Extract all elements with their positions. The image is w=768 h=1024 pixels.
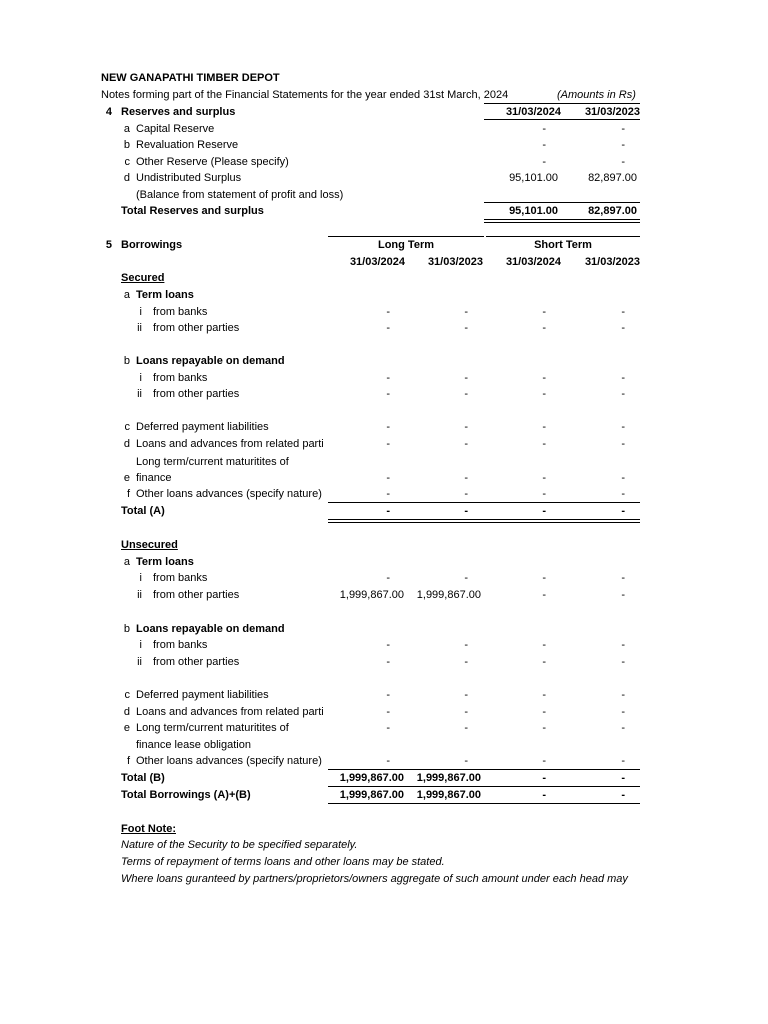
- row-label: Other loans advances (specify nature): [136, 488, 322, 500]
- value-cell: -: [542, 472, 546, 484]
- value-cell: -: [621, 438, 625, 450]
- value-cell: -: [464, 388, 468, 400]
- column-header: 31/03/2023: [584, 256, 640, 268]
- value-cell: -: [386, 755, 390, 767]
- value-cell: -: [542, 639, 546, 651]
- value-cell: -: [464, 505, 468, 517]
- value-cell: -: [464, 689, 468, 701]
- row-label: Deferred payment liabilities: [136, 689, 269, 701]
- value-cell: -: [464, 656, 468, 668]
- row-letter: a: [123, 123, 130, 135]
- row-numeral: ii: [137, 322, 142, 334]
- double-rule: [484, 219, 640, 223]
- row-label: finance: [136, 472, 172, 484]
- total-rule: [328, 502, 640, 503]
- column-header: 31/03/2024: [349, 256, 405, 268]
- long-term-header: Long Term: [377, 239, 434, 251]
- value-cell: -: [542, 755, 546, 767]
- amounts-note: (Amounts in Rs): [557, 89, 636, 101]
- value-cell: -: [621, 722, 625, 734]
- row-letter: d: [123, 706, 130, 718]
- value-cell: -: [621, 755, 625, 767]
- value-cell: -: [464, 722, 468, 734]
- column-header: 31/03/2024: [505, 106, 561, 118]
- footnote-line: Where loans guranteed by partners/proprietors/owners aggregate of such amount under each head may: [121, 873, 628, 885]
- row-label: Other Reserve (Please specify): [136, 156, 289, 168]
- value-cell: -: [621, 388, 625, 400]
- row-numeral: ii: [137, 656, 142, 668]
- row-letter: a: [123, 289, 130, 301]
- value-cell: -: [621, 372, 625, 384]
- row-label: from banks: [153, 572, 208, 584]
- value-cell: -: [386, 472, 390, 484]
- total-rule: [328, 786, 640, 787]
- value-cell: -: [464, 438, 468, 450]
- row-letter: f: [126, 488, 130, 500]
- row-sublabel: (Balance from statement of profit and loss): [136, 189, 344, 201]
- total-rule: [484, 202, 640, 203]
- row-label: Undistributed Surplus: [136, 172, 242, 184]
- total-label: Total (A): [121, 505, 165, 517]
- value-2024: -: [542, 123, 546, 135]
- row-letter: c: [124, 156, 130, 168]
- value-cell: -: [621, 421, 625, 433]
- value-cell: -: [542, 488, 546, 500]
- value-2023: -: [621, 156, 625, 168]
- value-cell: -: [542, 388, 546, 400]
- row-letter: b: [123, 623, 130, 635]
- row-numeral: i: [139, 572, 142, 584]
- value-cell: -: [542, 438, 546, 450]
- row-letter: e: [123, 722, 130, 734]
- row-label: from other parties: [153, 656, 240, 668]
- row-numeral: i: [139, 372, 142, 384]
- header-rule: [328, 236, 484, 237]
- value-cell: 1,999,867.00: [416, 772, 481, 784]
- value-cell: -: [464, 755, 468, 767]
- row-label: from other parties: [153, 388, 240, 400]
- value-cell: -: [621, 589, 625, 601]
- row-numeral: ii: [137, 589, 142, 601]
- short-term-header: Short Term: [534, 239, 592, 251]
- value-cell: -: [542, 689, 546, 701]
- total-2024: 95,101.00: [509, 205, 558, 217]
- value-cell: -: [542, 505, 546, 517]
- value-2023: -: [621, 139, 625, 151]
- value-cell: -: [464, 706, 468, 718]
- value-cell: -: [621, 639, 625, 651]
- value-2024: 95,101.00: [509, 172, 558, 184]
- value-cell: 1,999,867.00: [416, 789, 481, 801]
- row-label: Loans and advances from related parti: [136, 706, 324, 718]
- value-cell: 1,999,867.00: [339, 789, 404, 801]
- value-2024: -: [542, 139, 546, 151]
- double-rule: [328, 519, 640, 523]
- value-cell: -: [621, 772, 625, 784]
- value-cell: -: [386, 656, 390, 668]
- value-cell: -: [542, 372, 546, 384]
- row-letter: a: [123, 556, 130, 568]
- value-cell: 1,999,867.00: [339, 772, 404, 784]
- value-cell: -: [542, 306, 546, 318]
- value-cell: -: [542, 322, 546, 334]
- value-cell: -: [621, 505, 625, 517]
- value-cell: -: [386, 689, 390, 701]
- value-cell: -: [464, 639, 468, 651]
- value-cell: -: [386, 706, 390, 718]
- row-numeral: ii: [137, 388, 142, 400]
- value-cell: -: [386, 322, 390, 334]
- value-cell: -: [621, 689, 625, 701]
- value-cell: -: [386, 306, 390, 318]
- row-label: Revaluation Reserve: [136, 139, 239, 151]
- note-number: 5: [105, 239, 112, 251]
- row-label: from banks: [153, 306, 208, 318]
- row-label: Long term/current maturitites of: [136, 456, 289, 468]
- statement-subtitle: Notes forming part of the Financial Statements for the year ended 31st March, 2024: [101, 89, 509, 101]
- row-letter: b: [123, 139, 130, 151]
- row-numeral: i: [139, 639, 142, 651]
- value-cell: -: [464, 472, 468, 484]
- value-cell: -: [386, 505, 390, 517]
- total-label: Total Reserves and surplus: [121, 205, 264, 217]
- column-header: 31/03/2023: [427, 256, 483, 268]
- note-number: 4: [105, 106, 112, 118]
- value-cell: 1,999,867.00: [416, 589, 481, 601]
- column-header: 31/03/2023: [584, 106, 640, 118]
- total-label: Total Borrowings (A)+(B): [121, 789, 251, 801]
- value-cell: -: [542, 421, 546, 433]
- value-cell: -: [621, 706, 625, 718]
- unsecured-heading: Unsecured: [121, 539, 178, 551]
- row-numeral: i: [139, 306, 142, 318]
- row-label: from banks: [153, 639, 208, 651]
- value-cell: -: [621, 572, 625, 584]
- value-cell: -: [542, 572, 546, 584]
- value-2024: -: [542, 156, 546, 168]
- column-header: 31/03/2024: [505, 256, 561, 268]
- note-title: Reserves and surplus: [121, 106, 236, 118]
- value-cell: -: [386, 388, 390, 400]
- total-label: Total (B): [121, 772, 165, 784]
- value-cell: -: [621, 306, 625, 318]
- value-cell: -: [621, 656, 625, 668]
- footnote-line: Nature of the Security to be specified separately.: [121, 839, 358, 851]
- value-cell: -: [542, 706, 546, 718]
- value-cell: -: [386, 639, 390, 651]
- footnote-heading: Foot Note:: [121, 823, 176, 835]
- value-cell: -: [542, 789, 546, 801]
- value-cell: -: [542, 722, 546, 734]
- value-cell: -: [464, 572, 468, 584]
- value-2023: -: [621, 123, 625, 135]
- row-label: from other parties: [153, 322, 240, 334]
- value-cell: -: [386, 421, 390, 433]
- row-sublabel: finance lease obligation: [136, 739, 251, 751]
- row-letter: f: [126, 755, 130, 767]
- value-cell: -: [621, 322, 625, 334]
- value-cell: -: [542, 589, 546, 601]
- row-letter: c: [124, 689, 130, 701]
- value-cell: -: [542, 772, 546, 784]
- value-cell: -: [464, 372, 468, 384]
- row-label: from other parties: [153, 589, 240, 601]
- value-cell: -: [464, 421, 468, 433]
- header-rule: [484, 103, 640, 104]
- value-cell: -: [386, 722, 390, 734]
- row-label: Loans and advances from related parti: [136, 438, 324, 450]
- footnote-line: Terms of repayment of terms loans and other loans may be stated.: [121, 856, 445, 868]
- value-cell: -: [386, 572, 390, 584]
- row-label: Term loans: [136, 289, 194, 301]
- value-cell: -: [542, 656, 546, 668]
- value-cell: -: [621, 472, 625, 484]
- row-label: Term loans: [136, 556, 194, 568]
- row-letter: d: [123, 438, 130, 450]
- value-cell: -: [464, 322, 468, 334]
- note-title: Borrowings: [121, 239, 183, 251]
- secured-heading: Secured: [121, 272, 165, 284]
- row-label: from banks: [153, 372, 208, 384]
- row-label: Loans repayable on demand: [136, 623, 285, 635]
- value-cell: -: [386, 438, 390, 450]
- header-rule: [484, 119, 640, 120]
- row-label: Loans repayable on demand: [136, 355, 285, 367]
- value-cell: -: [386, 488, 390, 500]
- value-2023: 82,897.00: [588, 172, 637, 184]
- value-cell: -: [621, 488, 625, 500]
- total-rule: [328, 803, 640, 804]
- row-letter: b: [123, 355, 130, 367]
- value-cell: -: [464, 488, 468, 500]
- total-rule: [328, 769, 640, 770]
- header-rule: [486, 236, 640, 237]
- company-name: NEW GANAPATHI TIMBER DEPOT: [101, 72, 280, 84]
- row-label: Deferred payment liabilities: [136, 421, 269, 433]
- row-label: Long term/current maturitites of: [136, 722, 289, 734]
- value-cell: -: [386, 372, 390, 384]
- value-cell: -: [621, 789, 625, 801]
- value-cell: -: [464, 306, 468, 318]
- total-2023: 82,897.00: [588, 205, 637, 217]
- row-letter: c: [124, 421, 130, 433]
- row-label: Capital Reserve: [136, 123, 215, 135]
- row-letter: e: [123, 472, 130, 484]
- row-label: Other loans advances (specify nature): [136, 755, 322, 767]
- value-cell: 1,999,867.00: [339, 589, 404, 601]
- row-letter: d: [123, 172, 130, 184]
